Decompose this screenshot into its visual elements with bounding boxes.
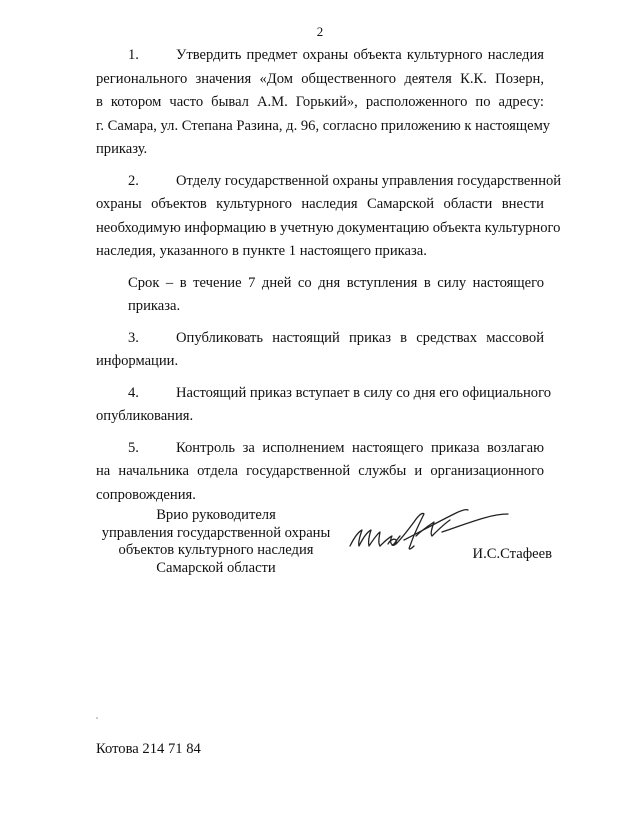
position-line: объектов культурного наследия bbox=[118, 542, 314, 558]
paragraph-line: информации. bbox=[96, 353, 179, 369]
position-line: управления государственной охраны bbox=[101, 524, 331, 541]
position-line: Самарской области bbox=[156, 559, 276, 576]
paragraph-text: Настоящий приказ вступает в силу со дня его официального bbox=[176, 384, 552, 401]
paragraph-number: 2. bbox=[128, 172, 139, 189]
paragraph-number: 4. bbox=[128, 384, 139, 401]
paragraph-number: 5. bbox=[128, 439, 139, 456]
page-number: 2 bbox=[316, 24, 324, 39]
contact-info: Котова 214 71 84 bbox=[96, 741, 201, 757]
paragraph-line: сопровождения. bbox=[96, 486, 196, 503]
paragraph-line: приказу. bbox=[96, 141, 148, 157]
paragraph-line: Срок – в течение 7 дней со дня вступления в силу настоящего bbox=[128, 274, 544, 291]
paragraph-line: регионального значения «Дом общественного деятеля К.К. Позерн, bbox=[96, 70, 544, 87]
paragraph-3 bbox=[96, 327, 544, 374]
paragraph-line: г. Самара, ул. Степана Разина, д. 96, согласно приложению к настоящему bbox=[96, 117, 551, 134]
paragraph-line bbox=[96, 437, 544, 461]
paragraph-line bbox=[96, 44, 544, 68]
paragraph-number: 1. bbox=[128, 47, 139, 63]
paragraph-number: 3. bbox=[128, 329, 139, 346]
paragraph-line: необходимую информацию в учетную документацию объекта культурного bbox=[96, 219, 561, 236]
paragraph-line bbox=[96, 327, 544, 351]
paragraph-line: наследия, указанного в пункте 1 настоящего приказа. bbox=[96, 243, 427, 259]
document-body bbox=[96, 44, 562, 515]
paragraph-line: приказа. bbox=[128, 298, 181, 314]
paragraph-line: в котором часто бывал А.М. Горький», расположенного по адресу: bbox=[96, 94, 544, 110]
paragraph-text: Опубликовать настоящий приказ в средствах массовой bbox=[176, 329, 544, 346]
paragraph-line: на начальника отдела государственной службы и организационного bbox=[96, 463, 544, 479]
paragraph-2 bbox=[96, 170, 562, 264]
paragraph-line: опубликования. bbox=[96, 408, 194, 424]
position-line: Врио руководителя bbox=[156, 507, 276, 523]
paragraph-line: охраны объектов культурного наследия Самарской области внести bbox=[96, 196, 544, 212]
paragraph-text: Утвердить предмет охраны объекта культурного наследия bbox=[176, 47, 544, 63]
paragraph-line bbox=[96, 170, 562, 194]
paragraph-5 bbox=[96, 437, 544, 508]
paragraph-1 bbox=[96, 44, 551, 162]
paragraph-deadline bbox=[96, 272, 544, 319]
paragraph-4 bbox=[96, 382, 552, 429]
signatory-position bbox=[96, 507, 336, 577]
paragraph-text: Отделу государственной охраны управления государственной bbox=[176, 172, 562, 189]
paragraph-text: Контроль за исполнением настоящего приказа возлагаю bbox=[176, 439, 544, 456]
paragraph-line bbox=[96, 382, 552, 406]
signer-name: И.С.Стафеев bbox=[472, 546, 552, 562]
scan-artifact bbox=[96, 717, 98, 719]
